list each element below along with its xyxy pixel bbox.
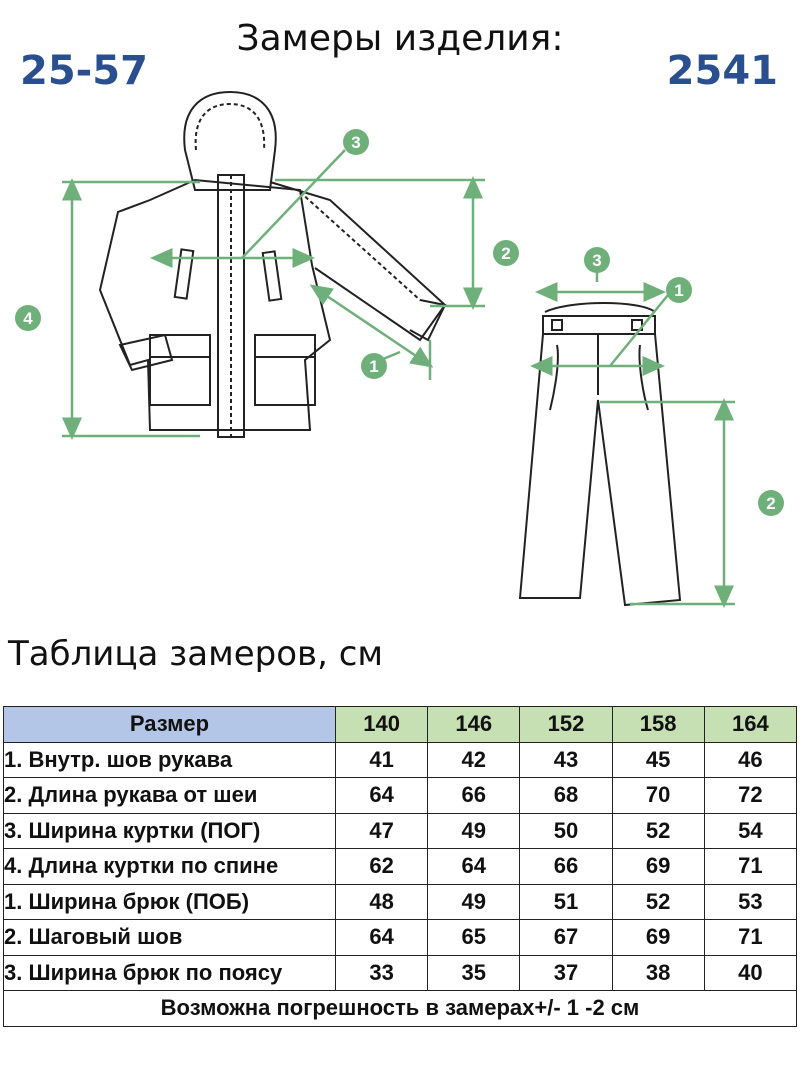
table-cell: 48 [336,884,428,920]
row-label: 3. Ширина куртки (ПОГ) [4,813,336,849]
page-title: Замеры изделия: [236,18,564,59]
jacket-marker-4: 4 [23,309,33,328]
table-cell: 38 [612,955,704,991]
table-row [4,742,797,778]
table-cell: 35 [428,955,520,991]
measurement-tolerance-note: Возможна погрешность в замерах+/- 1 -2 см [4,991,797,1027]
table-cell: 52 [612,813,704,849]
table-cell: 66 [520,849,612,885]
article-code: 2541 [666,48,778,94]
size-header-cell: 158 [612,707,704,743]
table-title: Таблица замеров, см [8,634,384,674]
row-label: 2. Шаговый шов [4,920,336,956]
table-cell: 69 [612,849,704,885]
table-cell: 52 [612,884,704,920]
row-label: 4. Длина куртки по спине [4,849,336,885]
size-header-cell: 146 [428,707,520,743]
table-cell: 42 [428,742,520,778]
table-cell: 62 [336,849,428,885]
pants-markers [584,247,784,516]
table-cell: 47 [336,813,428,849]
size-header-cell: 140 [336,707,428,743]
jacket-marker-1: 1 [369,357,379,376]
size-header-cell: 152 [520,707,612,743]
table-cell: 64 [336,778,428,814]
table-cell: 64 [428,849,520,885]
table-cell: 37 [520,955,612,991]
pants-marker-2: 2 [766,494,776,513]
table-cell: 69 [612,920,704,956]
pants-marker-1: 1 [674,281,684,300]
jacket-marker-2: 2 [501,244,511,263]
table-row [4,849,797,885]
table-cell: 54 [704,813,796,849]
table-cell: 50 [520,813,612,849]
table-row [4,813,797,849]
table-header-row [4,707,797,743]
size-column-header: Размер [4,707,336,743]
table-cell: 70 [612,778,704,814]
row-label: 2. Длина рукава от шеи [4,778,336,814]
table-cell: 46 [704,742,796,778]
jacket-markers [15,129,519,379]
table-cell: 43 [520,742,612,778]
table-cell: 45 [612,742,704,778]
table-cell: 51 [520,884,612,920]
table-cell: 40 [704,955,796,991]
table-cell: 72 [704,778,796,814]
table-cell: 33 [336,955,428,991]
table-row [4,884,797,920]
table-row [4,920,797,956]
row-label: 3. Ширина брюк по поясу [4,955,336,991]
size-range-code: 25-57 [20,48,148,94]
table-cell: 49 [428,813,520,849]
row-label: 1. Ширина брюк (ПОБ) [4,884,336,920]
pants-drawing [520,303,680,605]
table-cell: 49 [428,884,520,920]
table-cell: 65 [428,920,520,956]
table-cell: 64 [336,920,428,956]
table-cell: 41 [336,742,428,778]
table-cell: 68 [520,778,612,814]
table-row [4,778,797,814]
table-cell: 66 [428,778,520,814]
table-cell: 71 [704,849,796,885]
table-note-row [4,991,797,1027]
pants-marker-3: 3 [592,251,602,270]
table-row [4,955,797,991]
jacket-drawing [100,92,445,437]
row-label: 1. Внутр. шов рукава [4,742,336,778]
size-header-cell: 164 [704,707,796,743]
jacket-marker-3: 3 [351,133,361,152]
table-cell: 67 [520,920,612,956]
table-cell: 53 [704,884,796,920]
table-cell: 71 [704,920,796,956]
size-table [3,706,797,1027]
